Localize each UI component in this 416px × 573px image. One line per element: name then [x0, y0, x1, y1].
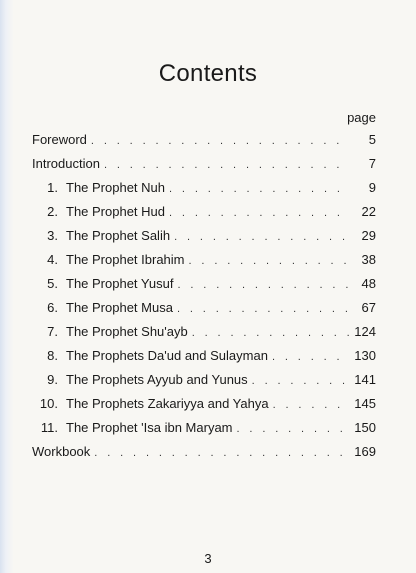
toc-entry-page: 141	[354, 372, 376, 387]
toc-entry-number: 9.	[47, 372, 58, 387]
dot-leader	[91, 135, 350, 147]
toc-entry-workbook	[32, 444, 376, 468]
dot-leader	[169, 183, 350, 195]
page-number: 3	[204, 551, 212, 566]
toc-entry-label: The Prophet Musa	[66, 300, 173, 315]
toc-entry-foreword	[32, 132, 376, 156]
toc-entry-page: 7	[368, 156, 376, 171]
toc-entry-introduction	[32, 156, 376, 180]
toc-entry-page: 67	[361, 300, 376, 315]
toc-entry-label: The Prophet Ibrahim	[66, 252, 185, 267]
toc-entry-number: 5.	[47, 276, 58, 291]
toc-entry-number: 4.	[47, 252, 58, 267]
toc-entry-page: 22	[361, 204, 376, 219]
dot-leader	[169, 207, 350, 219]
toc-entry-page: 9	[368, 180, 376, 195]
toc-entry-chapter-8	[32, 348, 376, 372]
toc-entry-label: Workbook	[32, 444, 91, 459]
toc-entry-page: 5	[368, 132, 376, 147]
toc-entry-label: The Prophet Nuh	[66, 180, 166, 195]
toc-entry-chapter-9	[32, 372, 376, 396]
toc-entry-label: The Prophet 'Isa ibn Maryam	[66, 420, 233, 435]
toc-entry-page: 38	[361, 252, 376, 267]
toc-entry-label: The Prophet Shu'ayb	[66, 324, 188, 339]
toc-entry-label: The Prophets Da'ud and Sulayman	[66, 348, 268, 363]
toc-entry-label: The Prophet Hud	[66, 204, 166, 219]
toc-entry-number: 11.	[40, 420, 58, 435]
toc-entry-page: 130	[354, 348, 376, 363]
page-title: Contents	[158, 60, 258, 87]
toc-entry-number: 2.	[47, 204, 58, 219]
toc-entry-chapter-10	[32, 396, 376, 420]
toc-entry-number: 10.	[39, 396, 58, 411]
toc-entry-page: 169	[354, 444, 376, 459]
dot-leader	[189, 255, 350, 267]
toc-entry-number: 6.	[47, 300, 58, 315]
toc-entry-label: The Prophets Ayyub and Yunus	[66, 372, 248, 387]
toc-entry-number: 8.	[47, 348, 58, 363]
toc-entry-page: 48	[361, 276, 376, 291]
toc-entry-label: Introduction	[32, 156, 100, 171]
dot-leader	[177, 303, 350, 315]
toc-entry-label: The Prophet Yusuf	[66, 276, 174, 291]
toc-entry-chapter-6	[32, 300, 376, 324]
toc-entry-chapter-1	[32, 180, 376, 204]
toc-entry-number: 7.	[47, 324, 58, 339]
toc-entry-label: Foreword	[32, 132, 87, 147]
toc-entry-page: 145	[354, 396, 376, 411]
toc-entry-number: 1.	[47, 180, 58, 195]
dot-leader	[273, 399, 350, 411]
dot-leader	[252, 375, 350, 387]
toc-entry-page: 124	[354, 324, 376, 339]
dot-leader	[272, 351, 350, 363]
toc-entry-chapter-3	[32, 228, 376, 252]
toc-entry-chapter-2	[32, 204, 376, 228]
toc-entry-chapter-7	[32, 324, 376, 348]
dot-leader	[94, 447, 350, 459]
toc-entry-chapter-4	[32, 252, 376, 276]
dot-leader	[174, 231, 350, 243]
dot-leader	[192, 327, 350, 339]
page-column-label: page	[347, 110, 376, 125]
toc-entry-page: 29	[361, 228, 376, 243]
toc-entry-page: 150	[354, 420, 376, 435]
table-of-contents	[32, 132, 376, 468]
toc-entry-label: The Prophet Salih	[66, 228, 171, 243]
toc-entry-number: 3.	[47, 228, 58, 243]
dot-leader	[104, 159, 350, 171]
dot-leader	[237, 423, 351, 435]
toc-entry-label: The Prophets Zakariyya and Yahya	[66, 396, 269, 411]
toc-entry-chapter-5	[32, 276, 376, 300]
dot-leader	[177, 279, 350, 291]
toc-entry-chapter-11	[32, 420, 376, 444]
